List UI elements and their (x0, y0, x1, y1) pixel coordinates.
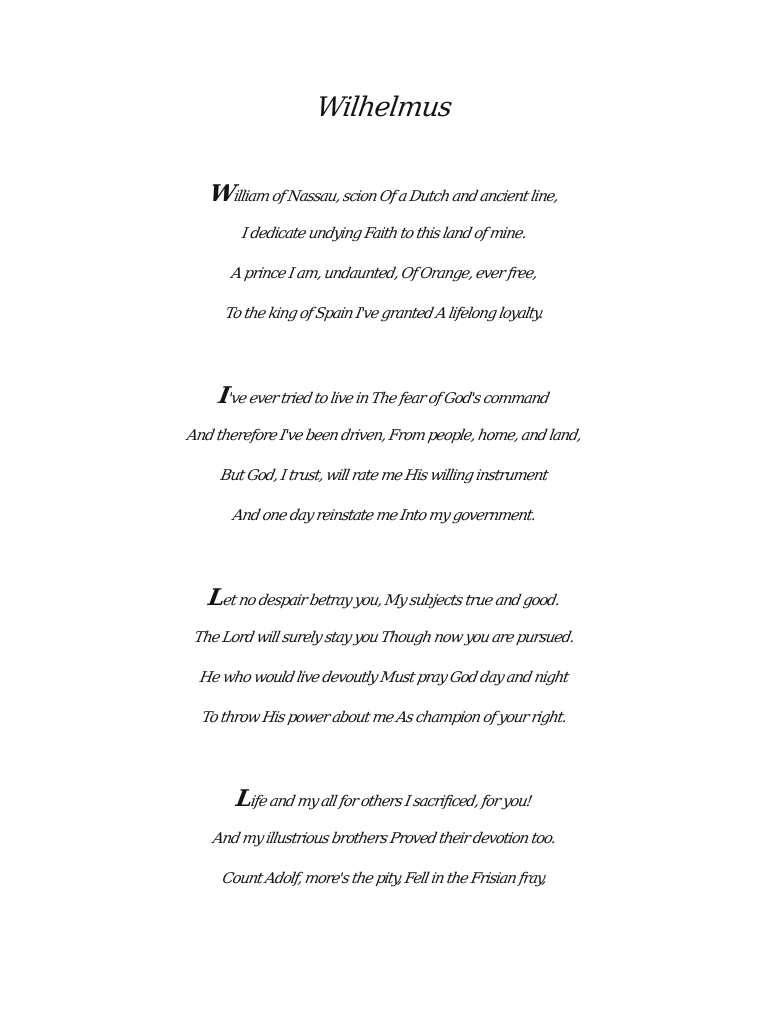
drop-initial: L (206, 584, 227, 611)
stanza-line: And therefore I've been driven, From people, home, and land, (185, 427, 583, 444)
stanza-line: I dedicate undying Faith to this land of mine. (240, 225, 528, 242)
drop-initial: I (216, 382, 232, 409)
stanza-line: And my illustrious brothers Proved their devotion too. (211, 830, 557, 847)
stanza-line: A prince I am, undaunted, Of Orange, ever free, (230, 265, 539, 282)
line-text: 've ever tried to live in The fear of God's command (226, 390, 550, 407)
stanza-line (0, 578, 768, 618)
line-text: ife and my all for others I sacrificed, for you! (249, 793, 533, 810)
line-text: et no despair betray you, My subjects true and good. (221, 592, 561, 609)
stanza-line: To the king of Spain I've granted A lifelong loyalty. (224, 305, 545, 322)
stanza-3 (0, 578, 768, 738)
stanza-1 (0, 174, 768, 334)
poem-title: Wilhelmus (314, 92, 454, 123)
stanza-line: The Lord will surely stay you Though now you are pursued. (193, 629, 576, 646)
stanza-line: He who would live devoutly Must pray God day and night (198, 669, 570, 686)
drop-initial: L (234, 785, 254, 812)
stanza-4 (0, 779, 768, 899)
stanza-line: To throw His power about me As champion of your right. (200, 709, 568, 726)
drop-initial: W (207, 180, 238, 207)
stanza-line (0, 174, 768, 214)
line-text: illiam of Nassau, scion Of a Dutch and ancient line, (232, 188, 560, 205)
stanza-line (0, 779, 768, 819)
stanza-line (0, 376, 768, 416)
stanza-line: But God, I trust, will rate me His willing instrument (219, 467, 549, 484)
stanza-line: Count Adolf, more's the pity, Fell in the Frisian fray, (221, 870, 548, 887)
stanza-2 (0, 376, 768, 536)
stanza-line: And one day reinstate me Into my government. (231, 507, 537, 524)
